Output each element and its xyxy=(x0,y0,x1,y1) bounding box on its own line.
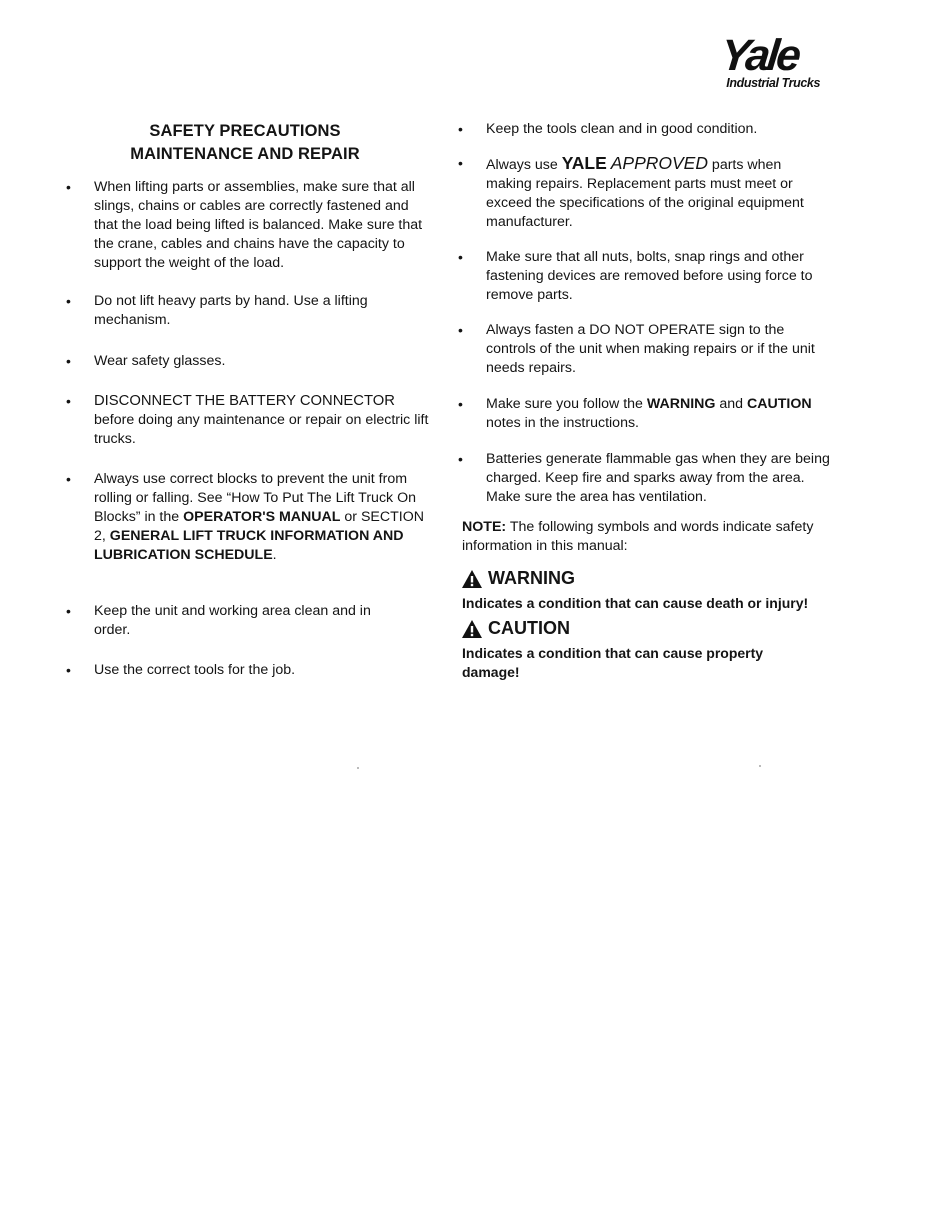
warning-ref: WARNING xyxy=(646,396,716,412)
scan-speck xyxy=(357,767,359,769)
bullet-icon: • xyxy=(458,155,463,171)
bullet-icon: • xyxy=(458,396,463,412)
yale-logo xyxy=(700,31,820,90)
bullet-icon: • xyxy=(66,471,71,487)
yale-brand-text: YALE xyxy=(561,153,607,173)
item-text: When lifting parts or assemblies, make sure that all slings, chains or cables are correctly fastened and that the load being lifted is balanced. Make sure that the crane, cables and chains have the capacity to support the weight of the load. xyxy=(94,179,423,271)
approved-text: APPROVED xyxy=(610,153,708,173)
caution-description: Indicates a condition that can cause property damage! xyxy=(462,645,764,680)
page-title xyxy=(92,120,398,166)
warning-triangle-icon xyxy=(462,620,482,638)
warning-triangle-icon xyxy=(462,570,482,588)
text-run: Always use correct blocks to prevent the unit from rolling or falling. See “How To Put The Lift Truck On Blocks” in the xyxy=(94,471,416,525)
item-text xyxy=(486,395,830,433)
item-body-text: before doing any maintenance or repair on electric lift trucks. xyxy=(94,412,429,447)
bullet-icon: • xyxy=(458,451,463,467)
logo-subtitle: Industrial Trucks xyxy=(726,76,820,90)
text-run: . xyxy=(272,547,277,563)
note-label: NOTE: xyxy=(462,519,507,535)
bullet-icon: • xyxy=(458,249,463,265)
warning-heading xyxy=(462,568,575,589)
text-run: or SECTION 2, xyxy=(94,509,425,544)
warning-description: Indicates a condition that can cause death or injury! xyxy=(462,595,809,611)
item-text: Keep the unit and working area clean and in order. xyxy=(94,603,371,638)
scan-speck xyxy=(759,765,761,767)
text-run: parts when making repairs. Replacement parts must meet or exceed the specifications of the original equipment manufacturer. xyxy=(486,157,804,230)
text-run: notes in the instructions. xyxy=(486,415,639,431)
item-text xyxy=(94,392,431,449)
caution-ref: CAUTION xyxy=(747,396,812,412)
title-line-2: MAINTENANCE AND REPAIR xyxy=(130,145,360,163)
note-paragraph xyxy=(462,518,822,556)
caution-label: CAUTION xyxy=(488,618,570,638)
warning-label: WARNING xyxy=(488,568,575,588)
bullet-icon: • xyxy=(66,662,71,678)
item-caps-text: DISCONNECT THE BATTERY CONNECTOR xyxy=(94,393,395,409)
operators-manual-ref: OPERATOR'S MANUAL xyxy=(183,509,341,525)
item-text: Do not lift heavy parts by hand. Use a lifting mechanism. xyxy=(94,293,368,328)
item-text: Make sure that all nuts, bolts, snap rings and other fastening devices are removed before using force to remove parts. xyxy=(486,249,813,303)
bullet-icon: • xyxy=(66,603,71,619)
item-text xyxy=(94,470,431,565)
item-text: Keep the tools clean and in good condition. xyxy=(486,121,758,137)
text-run: Always use xyxy=(486,157,562,173)
item-text xyxy=(486,154,830,232)
bullet-icon: • xyxy=(66,293,71,309)
bullet-icon: • xyxy=(66,353,71,369)
section-2-ref: GENERAL LIFT TRUCK INFORMATION AND LUBRICATION SCHEDULE xyxy=(94,528,404,563)
bullet-icon: • xyxy=(458,322,463,338)
caution-heading xyxy=(462,618,570,639)
note-text: The following symbols and words indicate safety information in this manual: xyxy=(462,519,814,554)
bullet-icon: • xyxy=(458,121,463,137)
item-text: Batteries generate flammable gas when they are being charged. Keep fire and sparks away from the area. Make sure the area has ventilation. xyxy=(486,451,830,505)
text-run: Make sure you follow the xyxy=(486,396,647,412)
item-text: Use the correct tools for the job. xyxy=(94,662,296,678)
text-run: and xyxy=(715,396,748,412)
bullet-icon: • xyxy=(66,393,71,409)
title-line-1: SAFETY PRECAUTIONS xyxy=(149,122,341,140)
logo-brand: Yale xyxy=(718,31,801,80)
item-text: Wear safety glasses. xyxy=(94,353,226,369)
item-text: Always fasten a DO NOT OPERATE sign to the controls of the unit when making repairs or if the unit needs repairs. xyxy=(486,322,815,376)
bullet-icon: • xyxy=(66,179,71,195)
